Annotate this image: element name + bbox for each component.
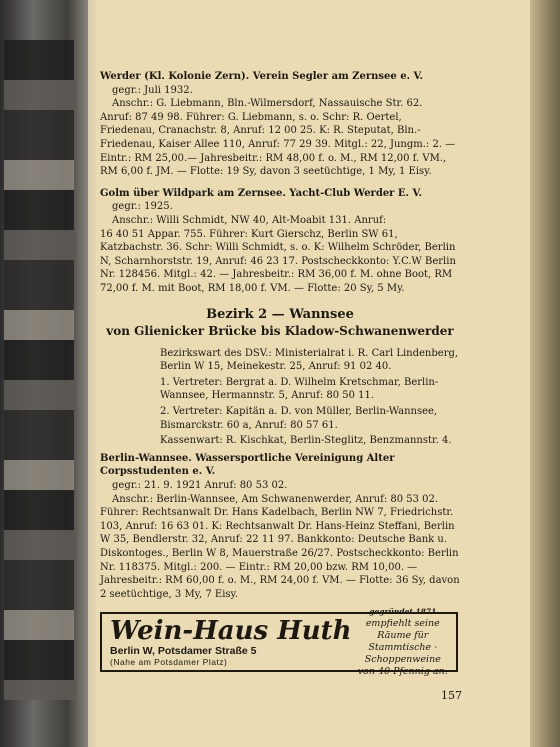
entry-header: Golm über Wildpark am Zernsee. Yacht-Club Werder E. V.: [100, 187, 423, 199]
club-entry: [100, 187, 460, 296]
first-deputy: 1. Vertreter: Bergrat a. D. Wilhelm Kretschmar, Berlin-Wannsee, Hermannstr. 5, Anruf: 80 50 11.: [160, 376, 439, 402]
ad-right: [358, 606, 448, 678]
section-subtitle: von Glienicker Brücke bis Kladow-Schwanenwerder: [106, 324, 454, 339]
club-entry: [100, 70, 460, 179]
photo: [4, 40, 74, 700]
page-number: 157: [441, 689, 462, 702]
ad-founded: gegründet 1871: [369, 607, 437, 616]
entry-details: Anruf: 87 49 98. Führer: G. Liebmann, s. o. Schr: R. Oertel, Friedenau, Cranachstr. 8, Anruf: 12 00 25. K: R. Steputat, Bln.-Friedenau, Kaiser Allee 110, Anruf: 77 29 39. Mitgl.: 22, Jungm.: 2. — Eintr.: RM 25,00.— Jahresbeitr.: RM 48,00 f. o. M., RM 12,00 f. VM., RM 6,00 f. JM. — Flotte: 19 Sy, davon 3 seetüchtige, 1 My, 1 Eisy.: [100, 111, 456, 178]
entry-header: Berlin-Wannsee. Wassersportliche Vereinigung Alter Corpsstudenten e. V.: [100, 452, 395, 478]
district-officers: [100, 347, 460, 448]
ad-address-note: (Nahe am Potsdamer Platz): [110, 657, 228, 667]
ad-address: Berlin W, Potsdamer Straße 5: [110, 645, 257, 657]
entry-header: Werder (Kl. Kolonie Zern). Verein Segler am Zernsee e. V.: [100, 71, 424, 82]
second-deputy: 2. Vertreter: Kapitän a. D. von Müller, Berlin-Wannsee, Bismarckstr. 60 a, Anruf: 80 57 61.: [160, 406, 438, 431]
advertisement-box: [100, 607, 458, 677]
entry-address: Anschr.: G. Liebmann, Bln.-Wilmersdorf, Nassauische Str. 62.: [112, 98, 423, 110]
entry-founded: gegr.: 1925.: [112, 201, 173, 213]
entry-address: Anschr.: Berlin-Wannsee, Am Schwanenwerder, Anruf: 80 53 02.: [112, 493, 439, 505]
entry-founded: gegr.: 21. 9. 1921 Anruf: 80 53 02.: [112, 480, 288, 492]
treasurer: Kassenwart: R. Kischkat, Berlin-Steglitz, Benzmannstr. 4.: [160, 435, 452, 447]
page-edge: [530, 0, 560, 747]
ad-left: [110, 617, 352, 667]
ad-text: empfiehlt seine Räume für Stammtische · Schoppenweine von 40 Pfennig an.: [357, 618, 448, 677]
entry-details: Führer: Rechtsanwalt Dr. Hans Kadelbach, Berlin NW 7, Friedrichstr. 103, Anruf: 16 63 01. K: Rechtsanwalt Dr. Hans-Heinz Steffani, Berlin W 35, Bendlerstr. 32, Anruf: 22 11 97. Bankkonto: Deutsche Bank u. Diskontoges., Berlin W 8, Mauerstraße 26/27. Postscheckkonto: Berlin Nr. 118375. Mitgl.: 200. — Eintr.: RM 20,00 bzw. RM 10,00. — Jahresbeitr.: RM 60,00 f. o. M., RM 24,00 f. VM. — Flotte: 36 Sy, davon 2 seetüchtige, 3 My, 7 Eisy.: [100, 507, 460, 600]
district-warden: Bezirkswart des DSV.: Ministerialrat i. R. Carl Lindenberg, Berlin W 15, Meinekestr. 25, Anruf: 91 02 40.: [160, 347, 459, 373]
entry-founded: gegr.: Juli 1932.: [112, 84, 193, 96]
left-page-photo: [0, 0, 96, 747]
page-content: [100, 70, 460, 609]
club-entry: [100, 452, 460, 602]
entry-details: 16 40 51 Appar. 755. Führer: Kurt Gierschz, Berlin SW 61, Katzbachstr. 36. Schr: Willi Schmidt, s. o. K: Wilhelm Schröder, Berlin N, Scharnhorststr. 19, Anruf: 46 23 17. Postscheckkonto: Y.C.W Berlin Nr. 128456. Mitgl.: 42. — Jahresbeitr.: RM 36,00 f. M. ohne Boot, RM 72,00 f. M. mit Boot, RM 18,00 f. VM. — Flotte: 20 Sy, 5 My.: [100, 228, 456, 294]
section-title: Bezirk 2 — Wannsee: [206, 306, 354, 322]
ad-business-name: Wein-Haus Huth: [110, 616, 352, 646]
entry-address: Anschr.: Willi Schmidt, NW 40, Alt-Moabit 131. Anruf:: [112, 214, 387, 226]
